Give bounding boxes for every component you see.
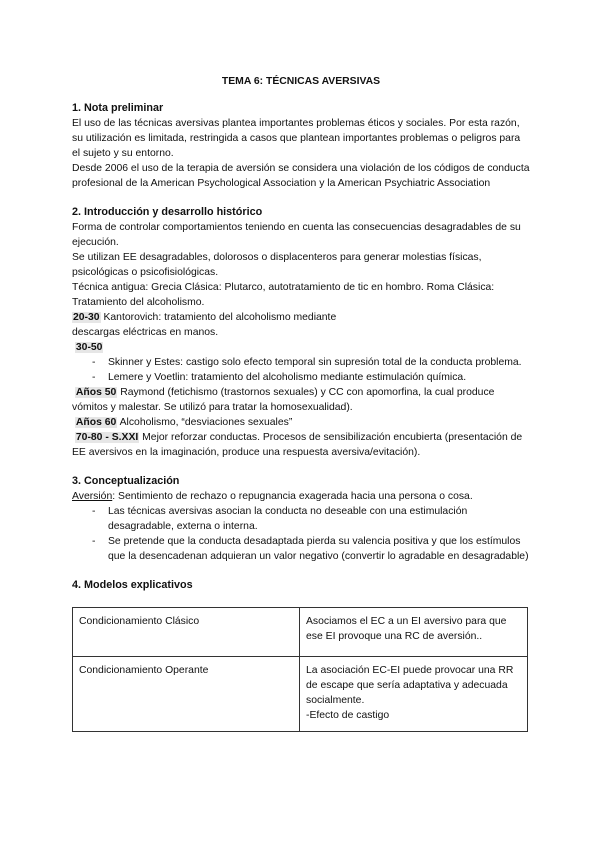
era-30-50-list — [72, 355, 530, 385]
era-70-80-xxi — [72, 430, 530, 460]
era-20-30 — [72, 310, 530, 325]
section-1-paragraph-1: El uso de las técnicas aversivas plantea importantes problemas éticos y sociales. Por esta razón, su utilización es limitada, restringida a casos que plantean importantes problemas o peligros para el sujeto y su entorno. — [72, 118, 521, 159]
era-tag: Años 60 — [75, 417, 117, 428]
section-2-paragraph-1: Forma de controlar comportamientos teniendo en cuenta las consecuencias desagradables de su ejecución. — [72, 222, 521, 248]
era-text: Alcoholismo, “desviaciones sexuales” — [117, 417, 293, 428]
era-tag: Años 50 — [75, 387, 117, 398]
aversion-term: Aversión — [72, 491, 113, 502]
table-row — [73, 608, 528, 657]
aversion-definition — [72, 489, 530, 504]
aversion-def-text: : Sentimiento de rechazo o repugnancia exagerada hacia una persona o cosa. — [112, 491, 473, 502]
model-name-cell: Condicionamiento Operante — [73, 657, 300, 732]
model-desc-cell: Asociamos el EC a un EI aversivo para que ese EI provoque una RC de aversión.. — [300, 608, 528, 657]
era-60s — [72, 415, 530, 430]
section-1-heading: 1. Nota preliminar — [72, 102, 164, 114]
section-4-heading: 4. Modelos explicativos — [72, 579, 193, 591]
era-tag: 30-50 — [75, 342, 103, 353]
era-tag: 20-30 — [73, 312, 100, 323]
list-item: - Skinner y Estes: castigo solo efecto temporal sin supresión total de la conducta problema. — [92, 355, 530, 370]
table-row — [73, 657, 528, 732]
list-item: - Se pretende que la conducta desadaptada pierda su valencia positiva y que los estímulos que la desencadenan adquieran un valor negativo (convertir lo agradable en desagradable) — [92, 534, 530, 564]
era-text: Raymond (fetichismo (trastornos sexuales) y CC con apomorfina, la cual produce vómitos y malestar. Se utilizó para tratar la homosexualidad). — [72, 387, 495, 413]
list-item: - Las técnicas aversivas asocian la conducta no deseable con una estimulación desagradable, externa o interna. — [92, 504, 530, 534]
list-item: - Lemere y Voetlin: tratamiento del alcoholismo mediante estimulación química. — [92, 370, 530, 385]
model-desc-text: La asociación EC-EI puede provocar una RR de escape que sería adaptativa y adecuada socialmente. — [306, 665, 514, 706]
section-2-heading: 2. Introducción y desarrollo histórico — [72, 206, 263, 218]
document-title: TEMA 6: TÉCNICAS AVERSIVAS — [221, 76, 381, 87]
section-1-paragraph-2: Desde 2006 el uso de la terapia de aversión se considera una violación de los códigos de conducta profesional de la American Psychological Association y la American Psychiatric Association — [72, 163, 530, 189]
section-2-paragraph-3: Técnica antigua: Grecia Clásica: Plutarco, autotratamiento de tic en hombro. Roma Clásica: Tratamiento del alcoholismo. — [72, 282, 495, 308]
models-table — [72, 607, 528, 732]
model-desc-extra: -Efecto de castigo — [306, 710, 390, 721]
section-3-list — [72, 504, 530, 564]
model-name-cell: Condicionamiento Clásico — [73, 608, 300, 657]
section-2-paragraph-2: Se utilizan EE desagradables, dolorosos o displacenteros para generar molestias físicas, psicológicas o psicofisiológicas. — [72, 252, 482, 278]
model-desc-cell — [300, 657, 528, 732]
era-text: Kantorovich: tratamiento del alcoholismo mediante — [100, 312, 337, 323]
era-text: Mejor reforzar conductas. Procesos de sensibilización encubierta (presentación de EE aversivos en la imaginación, produce una respuesta aversiva/evitación). — [72, 432, 523, 458]
era-20-30-continued: descargas eléctricas en manos. — [72, 327, 219, 338]
era-30-50 — [72, 340, 530, 355]
era-tag: 70-80 - S.XXI — [75, 432, 139, 443]
era-50s — [72, 385, 530, 415]
section-3-heading: 3. Conceptualización — [72, 475, 180, 487]
